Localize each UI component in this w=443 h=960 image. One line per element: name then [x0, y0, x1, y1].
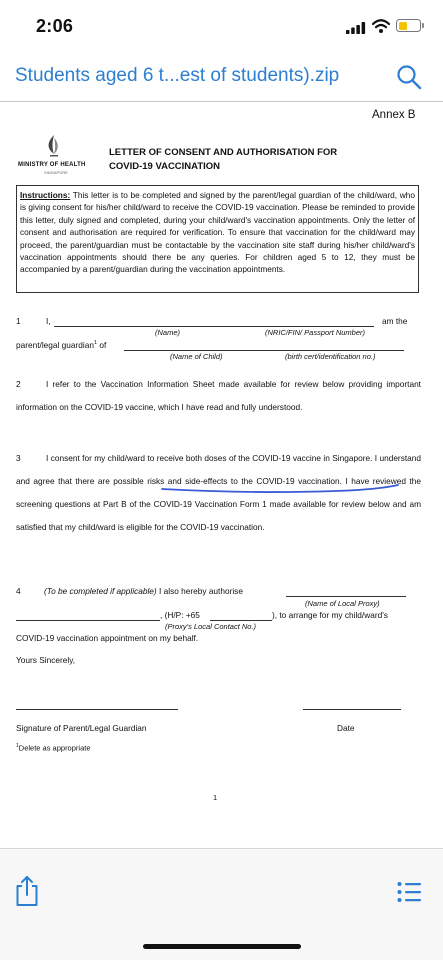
section-4-authorise: [44, 586, 243, 596]
section-2-number: 2: [16, 379, 21, 389]
signature-line: [16, 709, 178, 710]
section-2-text: I refer to the Vaccination Information Sheet made available for review below providing important information on the COVID-19 vaccine, which I have read and fully understood.: [16, 379, 421, 412]
battery-icon: [396, 19, 421, 32]
proxy-id-line: [16, 620, 160, 621]
ministry-country: SINGAPORE: [44, 170, 68, 175]
date-label: Date: [337, 723, 355, 733]
ministry-name: MINISTRY OF HEALTH: [18, 162, 86, 168]
proxy-phone-line: [210, 620, 272, 621]
guardian-of: of: [97, 340, 107, 350]
search-icon[interactable]: [396, 64, 422, 90]
section-4-authorise-text: I also hereby authorise: [156, 586, 243, 596]
birth-cert-caption: (birth cert/identification no.): [285, 352, 376, 361]
section-4-conditional: (To be completed if applicable): [44, 586, 157, 596]
list-icon[interactable]: [397, 881, 421, 903]
letter-title-line2: COVID-19 VACCINATION: [109, 161, 221, 172]
share-icon[interactable]: [14, 875, 40, 907]
section-3-text: I consent for my child/ward to receive both doses of the COVID-19 vaccine in Singapore. I understand and agree that there are possible risks and side-effects to the COVID-19 vaccination. I have reviewed the screening questions at Part B of the COVID-19 Vaccination Form 1 made available for review below and am satisfied that my child/ward is eligible for the COVID-19 vaccination.: [16, 453, 421, 532]
status-time: 2:06: [36, 16, 74, 36]
home-indicator[interactable]: [143, 944, 301, 949]
moh-crest-icon: [44, 134, 64, 158]
nric-caption: (NRIC/FIN/ Passport Number): [265, 328, 366, 337]
date-line: [303, 709, 401, 710]
section-1-number: 1: [16, 316, 21, 326]
section-4-arrange: ), to arrange for my child/ward's: [272, 610, 388, 620]
footnote-text: Delete as appropriate: [18, 743, 91, 753]
section-1-am-the: am the: [382, 316, 408, 326]
child-line: [124, 350, 404, 351]
section-4-appointment: COVID-19 vaccination appointment on my behalf.: [16, 633, 199, 643]
battery-level: [399, 22, 407, 30]
footnote: [16, 743, 91, 753]
section-1-guardian: [16, 340, 106, 350]
guardian-footnote-ref: 1: [93, 340, 98, 347]
instructions-box: [16, 185, 419, 293]
section-1-i: I,: [46, 316, 51, 326]
name-caption: (Name): [155, 328, 181, 337]
section-4-hp: , (H/P: +65: [160, 610, 200, 620]
child-caption: (Name of Child): [170, 352, 223, 361]
instructions-text: This letter is to be completed and signed by the parent/legal guardian of the child/ward, who is giving consent for his/her child/ward to receive the COVID-19 vaccination. Please be reminded to provide this letter, duly signed and completed, during your child/ward's vaccination appointments. Only the letter of consent and authorisation are required for verification. To ensure that vaccination for the child/ward may proceed, the parent/guardian must be contactable by the vaccination site staff during his/her child/ward's vaccination appointments should there be any queries. For children aged 5 to 12, they must be accompanied by a parent/guardian during the vaccination appointments.: [20, 190, 415, 275]
pen-underline-mark: [160, 483, 400, 497]
section-3-number: 3: [16, 453, 21, 463]
proxy-name-caption: (Name of Local Proxy): [305, 599, 380, 608]
signal-icon: [346, 22, 366, 34]
wifi-icon: [372, 18, 390, 34]
footnote-number: 1: [16, 743, 19, 749]
letter-title: [109, 146, 409, 174]
page-number: 1: [213, 793, 218, 802]
yours-sincerely: Yours Sincerely,: [16, 655, 76, 665]
name-line: [54, 326, 374, 327]
guardian-label: parent/legal guardian: [16, 340, 94, 350]
document-preview[interactable]: [0, 102, 443, 842]
proxy-name-line: [286, 596, 406, 597]
proxy-contact-caption: (Proxy's Local Contact No.): [165, 622, 257, 631]
file-title: Students aged 6 t...est of students).zip: [15, 65, 340, 86]
letter-title-line1: LETTER OF CONSENT AND AUTHORISATION FOR: [109, 147, 338, 158]
signature-label: Signature of Parent/Legal Guardian: [16, 723, 147, 733]
battery-nub: [422, 23, 424, 28]
annex-label: Annex B: [372, 109, 416, 121]
section-4-number: 4: [16, 586, 21, 596]
instructions-label: Instructions:: [20, 190, 71, 200]
